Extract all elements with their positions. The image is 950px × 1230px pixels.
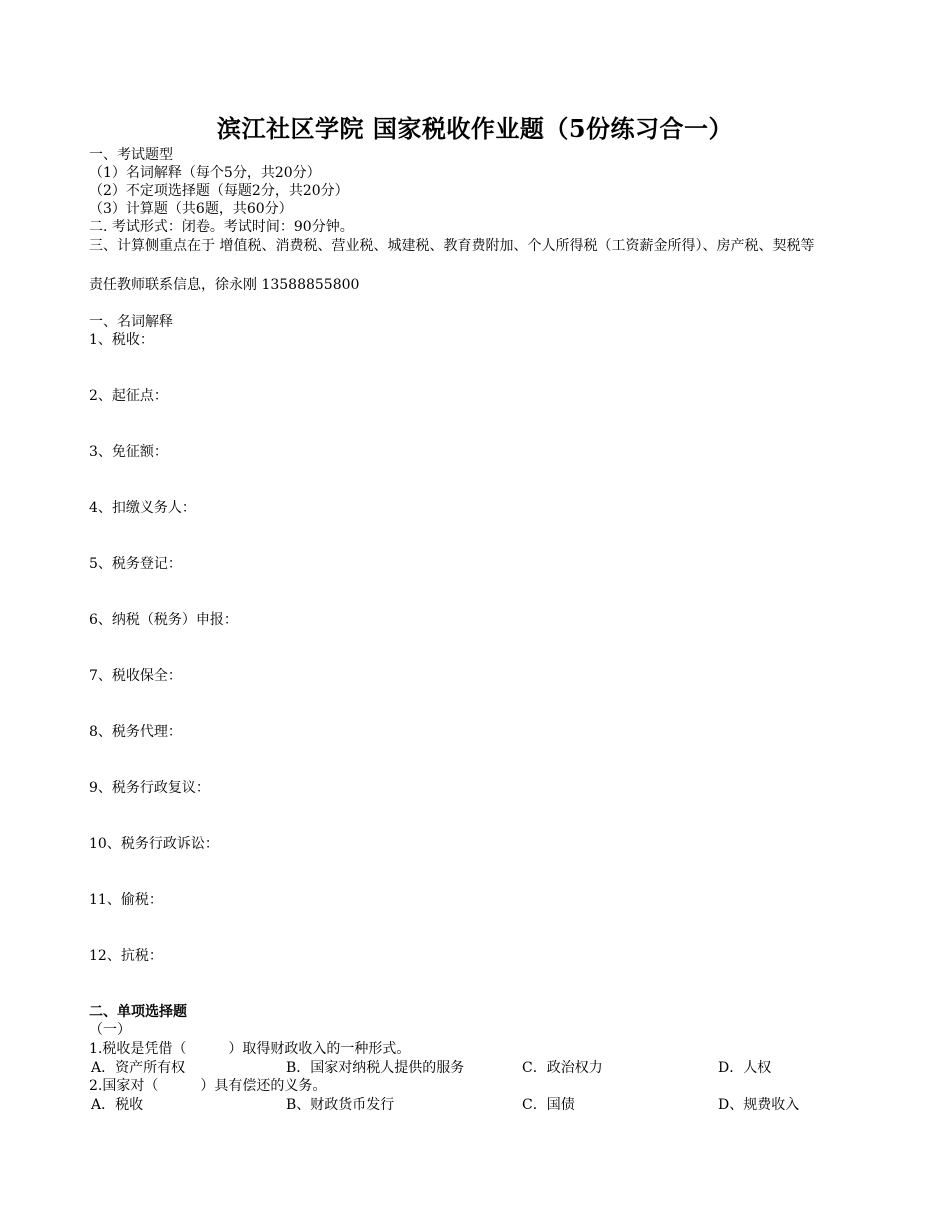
question-option: D．人权 — [718, 1060, 772, 1076]
term-item: 2、起征点： — [89, 388, 168, 404]
question-option: A．税收 — [91, 1097, 144, 1113]
question-option: D、规费收入 — [718, 1097, 800, 1113]
question-option: C．国债 — [522, 1097, 575, 1113]
term-item: 7、税收保全： — [89, 668, 182, 684]
document-title: 滨江社区学院 国家税收作业题（5份练习合一） — [216, 114, 734, 143]
question-stem: 1.税收是凭借（ ）取得财政收入的一种形式。 — [89, 1041, 411, 1057]
term-item: 5、税务登记： — [89, 556, 182, 572]
question-option: B、财政货币发行 — [286, 1097, 395, 1113]
term-item: 3、免征额： — [89, 444, 168, 460]
section-term-explanation-title: 一、名词解释 — [89, 314, 173, 330]
term-item: 12、抗税： — [89, 948, 163, 964]
term-item: 1、税收： — [89, 332, 154, 348]
exam-type-item-1: （1）名词解释（每个5分，共20分） — [89, 165, 321, 181]
question-option: A．资产所有权 — [91, 1060, 186, 1076]
exam-type-item-3: （3）计算题（共6题，共60分） — [89, 201, 293, 217]
calculation-focus: 三、计算侧重点在于 增值税、消费税、营业税、城建税、教育费附加、个人所得税（工资薪金所得）、房产税、契税等 — [89, 238, 815, 254]
term-item: 9、税务行政复议： — [89, 780, 210, 796]
question-option: C．政治权力 — [522, 1060, 603, 1076]
term-item: 4、扣缴义务人： — [89, 500, 196, 516]
term-item: 10、税务行政诉讼： — [89, 836, 219, 852]
question-stem: 2.国家对（ ）具有偿还的义务。 — [89, 1078, 327, 1094]
exam-type-item-2: （2）不定项选择题（每题2分，共20分） — [89, 183, 349, 199]
section-single-choice-title: 二、单项选择题 — [89, 1004, 187, 1020]
question-option: B．国家对纳税人提供的服务 — [286, 1060, 465, 1076]
term-item: 6、纳税（税务）申报： — [89, 612, 238, 628]
term-item: 11、偷税： — [89, 892, 163, 908]
exam-type-heading: 一、考试题型 — [89, 147, 173, 163]
question-group-label: （一） — [89, 1022, 131, 1038]
teacher-contact: 责任教师联系信息，徐永刚 13588855800 — [89, 277, 360, 293]
term-item: 8、税务代理： — [89, 724, 182, 740]
exam-format: 二. 考试形式：闭卷。考试时间：90分钟。 — [89, 219, 354, 235]
